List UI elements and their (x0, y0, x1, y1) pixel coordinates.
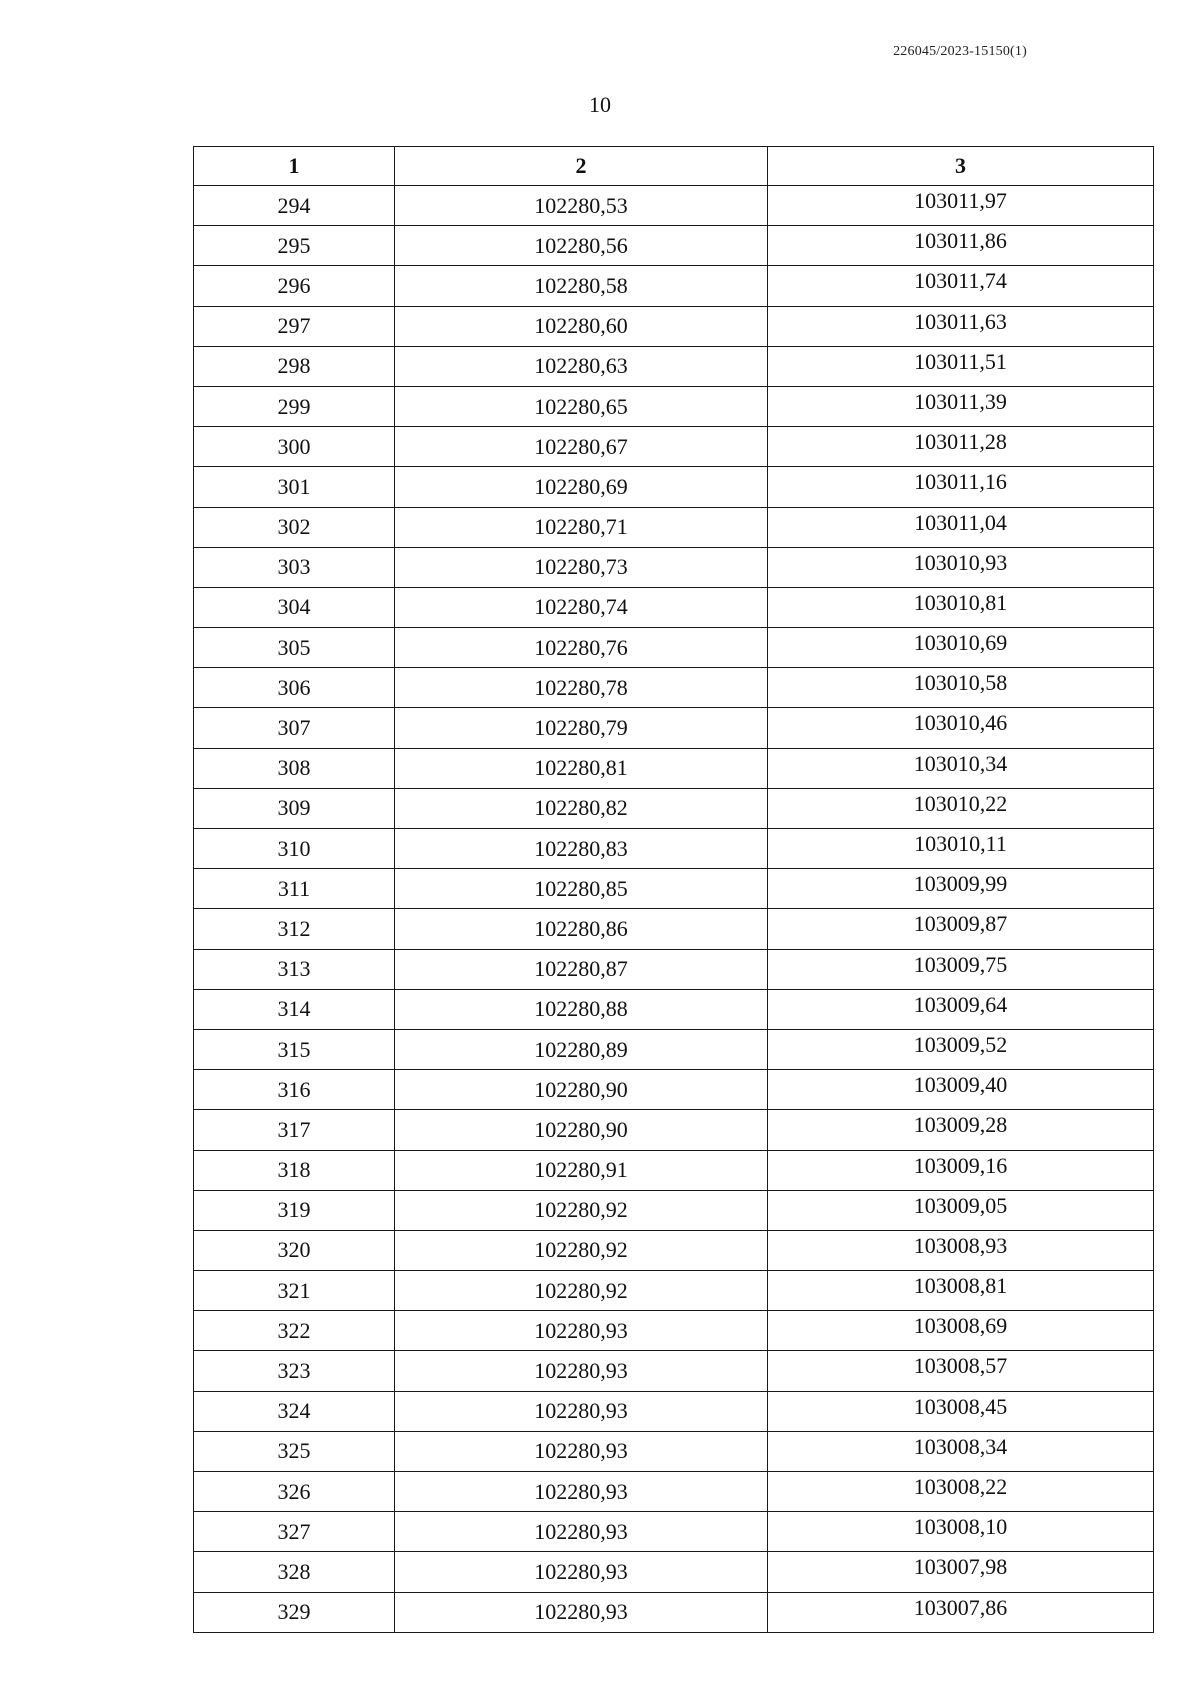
x-coordinate-cell: 102280,92 (395, 1230, 768, 1270)
y-coordinate-cell: 103009,64 (768, 989, 1154, 1029)
table-row (194, 829, 1154, 869)
x-coordinate-cell: 102280,92 (395, 1190, 768, 1230)
point-number-cell: 298 (194, 346, 395, 386)
x-coordinate-cell: 102280,93 (395, 1552, 768, 1592)
y-coordinate-cell: 103010,81 (768, 587, 1154, 627)
point-number-cell: 315 (194, 1029, 395, 1069)
x-coordinate-cell: 102280,87 (395, 949, 768, 989)
x-coordinate-cell: 102280,74 (395, 587, 768, 627)
y-coordinate-cell: 103011,51 (768, 346, 1154, 386)
table-row (194, 668, 1154, 708)
column-header-3: 3 (768, 147, 1154, 186)
table-row (194, 1070, 1154, 1110)
y-coordinate-cell: 103011,74 (768, 266, 1154, 306)
point-number-cell: 300 (194, 427, 395, 467)
x-coordinate-cell: 102280,90 (395, 1070, 768, 1110)
table-row (194, 708, 1154, 748)
y-coordinate-cell: 103009,05 (768, 1190, 1154, 1230)
point-number-cell: 316 (194, 1070, 395, 1110)
y-coordinate-cell: 103009,99 (768, 869, 1154, 909)
x-coordinate-cell: 102280,89 (395, 1029, 768, 1069)
y-coordinate-cell: 103009,16 (768, 1150, 1154, 1190)
y-coordinate-cell: 103008,69 (768, 1311, 1154, 1351)
y-coordinate-cell: 103009,28 (768, 1110, 1154, 1150)
x-coordinate-cell: 102280,53 (395, 186, 768, 226)
table-row (194, 1431, 1154, 1471)
document-id: 226045/2023-15150(1) (893, 44, 1027, 59)
table-row (194, 1592, 1154, 1632)
y-coordinate-cell: 103010,34 (768, 748, 1154, 788)
table-row (194, 427, 1154, 467)
x-coordinate-cell: 102280,86 (395, 909, 768, 949)
point-number-cell: 312 (194, 909, 395, 949)
x-coordinate-cell: 102280,69 (395, 467, 768, 507)
y-coordinate-cell: 103010,58 (768, 668, 1154, 708)
table-row (194, 467, 1154, 507)
table-row (194, 1150, 1154, 1190)
table-row (194, 1552, 1154, 1592)
table-row (194, 949, 1154, 989)
x-coordinate-cell: 102280,93 (395, 1512, 768, 1552)
point-number-cell: 320 (194, 1230, 395, 1270)
column-header-1: 1 (194, 147, 395, 186)
y-coordinate-cell: 103010,69 (768, 628, 1154, 668)
x-coordinate-cell: 102280,91 (395, 1150, 768, 1190)
point-number-cell: 314 (194, 989, 395, 1029)
x-coordinate-cell: 102280,82 (395, 788, 768, 828)
point-number-cell: 297 (194, 306, 395, 346)
x-coordinate-cell: 102280,79 (395, 708, 768, 748)
table-row (194, 186, 1154, 226)
y-coordinate-cell: 103010,93 (768, 547, 1154, 587)
point-number-cell: 299 (194, 386, 395, 426)
table-row (194, 628, 1154, 668)
point-number-cell: 307 (194, 708, 395, 748)
point-number-cell: 327 (194, 1512, 395, 1552)
page-number: 10 (589, 92, 611, 117)
y-coordinate-cell: 103008,10 (768, 1512, 1154, 1552)
table-row (194, 1029, 1154, 1069)
point-number-cell: 324 (194, 1391, 395, 1431)
y-coordinate-cell: 103010,46 (768, 708, 1154, 748)
y-coordinate-cell: 103007,98 (768, 1552, 1154, 1592)
x-coordinate-cell: 102280,93 (395, 1391, 768, 1431)
table-row (194, 1512, 1154, 1552)
table-row (194, 869, 1154, 909)
table-row (194, 1271, 1154, 1311)
y-coordinate-cell: 103009,52 (768, 1029, 1154, 1069)
x-coordinate-cell: 102280,93 (395, 1592, 768, 1632)
table-row (194, 306, 1154, 346)
y-coordinate-cell: 103008,22 (768, 1472, 1154, 1512)
point-number-cell: 301 (194, 467, 395, 507)
point-number-cell: 308 (194, 748, 395, 788)
table-row (194, 226, 1154, 266)
table-row (194, 587, 1154, 627)
table-row (194, 1311, 1154, 1351)
x-coordinate-cell: 102280,73 (395, 547, 768, 587)
point-number-cell: 321 (194, 1271, 395, 1311)
table-row (194, 547, 1154, 587)
x-coordinate-cell: 102280,63 (395, 346, 768, 386)
point-number-cell: 295 (194, 226, 395, 266)
x-coordinate-cell: 102280,58 (395, 266, 768, 306)
y-coordinate-cell: 103011,16 (768, 467, 1154, 507)
x-coordinate-cell: 102280,67 (395, 427, 768, 467)
point-number-cell: 294 (194, 186, 395, 226)
table-header-row (194, 147, 1154, 186)
table-row (194, 788, 1154, 828)
coordinates-table (193, 146, 1154, 1633)
table-row (194, 386, 1154, 426)
y-coordinate-cell: 103011,86 (768, 226, 1154, 266)
point-number-cell: 322 (194, 1311, 395, 1351)
x-coordinate-cell: 102280,92 (395, 1271, 768, 1311)
y-coordinate-cell: 103008,93 (768, 1230, 1154, 1270)
table-body (194, 186, 1154, 1633)
x-coordinate-cell: 102280,93 (395, 1472, 768, 1512)
point-number-cell: 309 (194, 788, 395, 828)
x-coordinate-cell: 102280,60 (395, 306, 768, 346)
point-number-cell: 317 (194, 1110, 395, 1150)
point-number-cell: 311 (194, 869, 395, 909)
y-coordinate-cell: 103009,87 (768, 909, 1154, 949)
y-coordinate-cell: 103008,57 (768, 1351, 1154, 1391)
table-row (194, 1351, 1154, 1391)
point-number-cell: 302 (194, 507, 395, 547)
point-number-cell: 329 (194, 1592, 395, 1632)
x-coordinate-cell: 102280,90 (395, 1110, 768, 1150)
point-number-cell: 319 (194, 1190, 395, 1230)
point-number-cell: 325 (194, 1431, 395, 1471)
point-number-cell: 303 (194, 547, 395, 587)
table-row (194, 1391, 1154, 1431)
y-coordinate-cell: 103010,11 (768, 829, 1154, 869)
x-coordinate-cell: 102280,78 (395, 668, 768, 708)
y-coordinate-cell: 103011,28 (768, 427, 1154, 467)
y-coordinate-cell: 103010,22 (768, 788, 1154, 828)
y-coordinate-cell: 103008,81 (768, 1271, 1154, 1311)
x-coordinate-cell: 102280,85 (395, 869, 768, 909)
table-row (194, 989, 1154, 1029)
x-coordinate-cell: 102280,93 (395, 1351, 768, 1391)
y-coordinate-cell: 103011,97 (768, 186, 1154, 226)
y-coordinate-cell: 103008,34 (768, 1431, 1154, 1471)
y-coordinate-cell: 103011,04 (768, 507, 1154, 547)
x-coordinate-cell: 102280,83 (395, 829, 768, 869)
table-row (194, 748, 1154, 788)
x-coordinate-cell: 102280,65 (395, 386, 768, 426)
point-number-cell: 323 (194, 1351, 395, 1391)
table-row (194, 909, 1154, 949)
table-row (194, 266, 1154, 306)
point-number-cell: 318 (194, 1150, 395, 1190)
x-coordinate-cell: 102280,76 (395, 628, 768, 668)
y-coordinate-cell: 103009,75 (768, 949, 1154, 989)
point-number-cell: 328 (194, 1552, 395, 1592)
x-coordinate-cell: 102280,93 (395, 1431, 768, 1471)
y-coordinate-cell: 103008,45 (768, 1391, 1154, 1431)
y-coordinate-cell: 103007,86 (768, 1592, 1154, 1632)
point-number-cell: 310 (194, 829, 395, 869)
point-number-cell: 305 (194, 628, 395, 668)
point-number-cell: 306 (194, 668, 395, 708)
table-row (194, 1190, 1154, 1230)
x-coordinate-cell: 102280,88 (395, 989, 768, 1029)
table-row (194, 1230, 1154, 1270)
point-number-cell: 326 (194, 1472, 395, 1512)
table-row (194, 346, 1154, 386)
table-row (194, 507, 1154, 547)
x-coordinate-cell: 102280,56 (395, 226, 768, 266)
y-coordinate-cell: 103011,39 (768, 386, 1154, 426)
point-number-cell: 296 (194, 266, 395, 306)
point-number-cell: 313 (194, 949, 395, 989)
x-coordinate-cell: 102280,93 (395, 1311, 768, 1351)
table-row (194, 1472, 1154, 1512)
table-row (194, 1110, 1154, 1150)
y-coordinate-cell: 103011,63 (768, 306, 1154, 346)
x-coordinate-cell: 102280,81 (395, 748, 768, 788)
column-header-2: 2 (395, 147, 768, 186)
x-coordinate-cell: 102280,71 (395, 507, 768, 547)
point-number-cell: 304 (194, 587, 395, 627)
y-coordinate-cell: 103009,40 (768, 1070, 1154, 1110)
